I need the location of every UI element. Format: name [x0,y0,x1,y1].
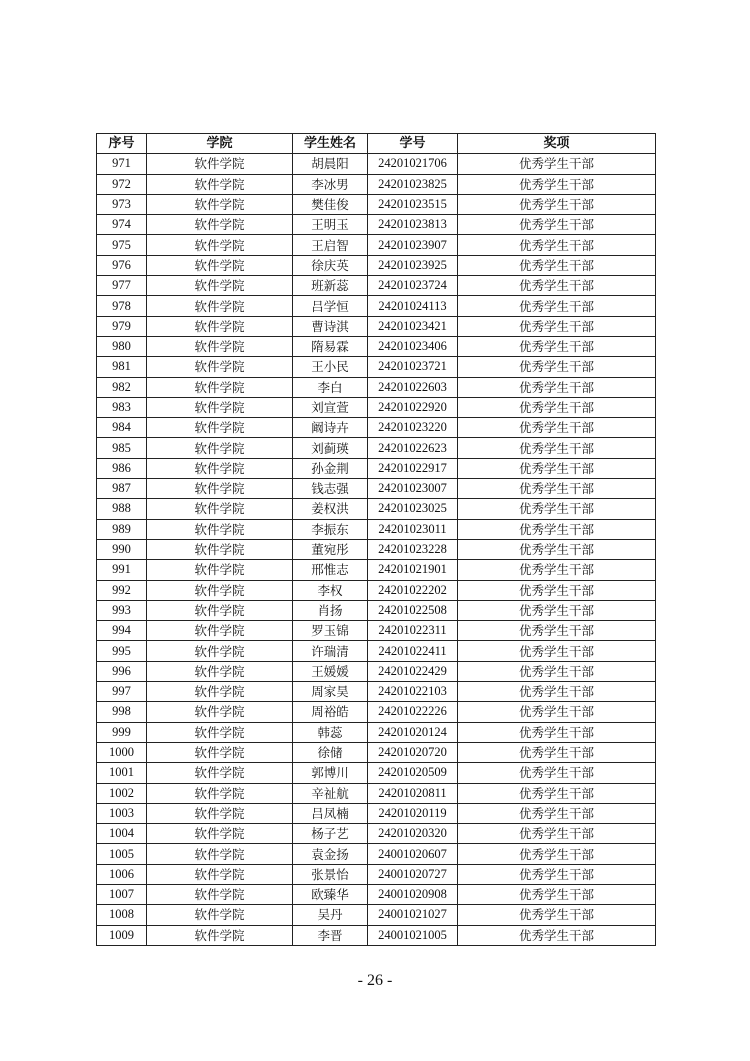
cell-student-id: 24201022311 [368,621,458,641]
cell-student-name: 李冰男 [293,174,368,194]
table-row [97,519,656,539]
cell-serial: 976 [97,255,147,275]
cell-serial: 972 [97,174,147,194]
table-row [97,702,656,722]
cell-award: 优秀学生干部 [458,844,656,864]
cell-award: 优秀学生干部 [458,357,656,377]
cell-college: 软件学院 [147,215,293,235]
cell-serial: 971 [97,154,147,174]
cell-award: 优秀学生干部 [458,296,656,316]
cell-serial: 1000 [97,742,147,762]
cell-college: 软件学院 [147,397,293,417]
cell-award: 优秀学生干部 [458,154,656,174]
cell-serial: 977 [97,276,147,296]
cell-award: 优秀学生干部 [458,905,656,925]
cell-serial: 992 [97,580,147,600]
cell-student-id: 24201023907 [368,235,458,255]
table-row [97,215,656,235]
cell-serial: 983 [97,397,147,417]
cell-award: 优秀学生干部 [458,884,656,904]
cell-award: 优秀学生干部 [458,539,656,559]
cell-serial: 988 [97,499,147,519]
cell-student-name: 姜权洪 [293,499,368,519]
cell-serial: 998 [97,702,147,722]
cell-college: 软件学院 [147,682,293,702]
cell-student-name: 王媛媛 [293,661,368,681]
cell-award: 优秀学生干部 [458,621,656,641]
cell-serial: 989 [97,519,147,539]
cell-serial: 1001 [97,763,147,783]
cell-student-name: 吕学恒 [293,296,368,316]
cell-award: 优秀学生干部 [458,174,656,194]
cell-college: 软件学院 [147,600,293,620]
cell-college: 软件学院 [147,864,293,884]
cell-serial: 1005 [97,844,147,864]
table-body [97,154,656,946]
cell-student-name: 韩蕊 [293,722,368,742]
cell-college: 软件学院 [147,418,293,438]
cell-award: 优秀学生干部 [458,458,656,478]
table-row [97,539,656,559]
table-row [97,925,656,945]
cell-award: 优秀学生干部 [458,580,656,600]
cell-student-name: 吴丹 [293,905,368,925]
cell-student-id: 24201022920 [368,397,458,417]
cell-student-name: 曹诗淇 [293,316,368,336]
table-row [97,824,656,844]
cell-student-name: 周家昊 [293,682,368,702]
table-row [97,864,656,884]
cell-college: 软件学院 [147,174,293,194]
cell-serial: 984 [97,418,147,438]
cell-college: 软件学院 [147,925,293,945]
cell-serial: 1004 [97,824,147,844]
cell-serial: 990 [97,539,147,559]
table-row [97,296,656,316]
cell-student-name: 辛祉航 [293,783,368,803]
table-row [97,499,656,519]
cell-college: 软件学院 [147,560,293,580]
cell-student-id: 24201022411 [368,641,458,661]
cell-student-id: 24201022508 [368,600,458,620]
cell-student-name: 王明玉 [293,215,368,235]
table-row [97,316,656,336]
table-row [97,641,656,661]
cell-college: 软件学院 [147,905,293,925]
cell-college: 软件学院 [147,154,293,174]
cell-award: 优秀学生干部 [458,560,656,580]
cell-student-id: 24201024113 [368,296,458,316]
cell-student-name: 李振东 [293,519,368,539]
table-row [97,479,656,499]
cell-student-id: 24201023825 [368,174,458,194]
table-row [97,763,656,783]
cell-student-id: 24201023228 [368,539,458,559]
cell-serial: 997 [97,682,147,702]
cell-college: 软件学院 [147,316,293,336]
cell-student-name: 李晋 [293,925,368,945]
cell-student-name: 罗玉锦 [293,621,368,641]
cell-college: 软件学院 [147,824,293,844]
cell-student-id: 24201020124 [368,722,458,742]
cell-serial: 999 [97,722,147,742]
cell-serial: 982 [97,377,147,397]
cell-student-name: 邢惟志 [293,560,368,580]
cell-student-id: 24201023007 [368,479,458,499]
cell-award: 优秀学生干部 [458,215,656,235]
cell-student-id: 24201023406 [368,336,458,356]
cell-serial: 981 [97,357,147,377]
cell-student-id: 24201023724 [368,276,458,296]
cell-student-name: 吕凤楠 [293,803,368,823]
header-student-id: 学号 [368,134,458,154]
page-number: - 26 - [357,972,393,989]
cell-student-id: 24201022202 [368,580,458,600]
cell-student-name: 王小民 [293,357,368,377]
cell-college: 软件学院 [147,580,293,600]
cell-student-name: 樊佳俊 [293,194,368,214]
cell-student-name: 孙金荆 [293,458,368,478]
cell-college: 软件学院 [147,499,293,519]
cell-student-id: 24001021005 [368,925,458,945]
cell-student-id: 24201023421 [368,316,458,336]
cell-college: 软件学院 [147,783,293,803]
table-row [97,682,656,702]
cell-college: 软件学院 [147,702,293,722]
header-row [97,134,656,154]
cell-serial: 987 [97,479,147,499]
cell-student-name: 刘蓟瑛 [293,438,368,458]
table-row [97,194,656,214]
cell-student-id: 24201020320 [368,824,458,844]
table-row [97,803,656,823]
table-row [97,580,656,600]
cell-award: 优秀学生干部 [458,661,656,681]
cell-award: 优秀学生干部 [458,499,656,519]
table-row [97,276,656,296]
cell-award: 优秀学生干部 [458,763,656,783]
cell-award: 优秀学生干部 [458,864,656,884]
cell-college: 软件学院 [147,519,293,539]
table-row [97,844,656,864]
table-row [97,884,656,904]
table-row [97,621,656,641]
cell-college: 软件学院 [147,336,293,356]
cell-serial: 978 [97,296,147,316]
cell-serial: 1009 [97,925,147,945]
cell-award: 优秀学生干部 [458,336,656,356]
cell-serial: 1008 [97,905,147,925]
cell-student-id: 24001020727 [368,864,458,884]
cell-college: 软件学院 [147,296,293,316]
cell-student-id: 24201022623 [368,438,458,458]
table-row [97,722,656,742]
cell-student-id: 24201021706 [368,154,458,174]
cell-student-name: 隋易霖 [293,336,368,356]
cell-student-id: 24201020811 [368,783,458,803]
table-row [97,600,656,620]
award-table [96,133,656,946]
table-row [97,377,656,397]
cell-award: 优秀学生干部 [458,783,656,803]
cell-award: 优秀学生干部 [458,803,656,823]
cell-student-id: 24001021027 [368,905,458,925]
table-row [97,458,656,478]
cell-award: 优秀学生干部 [458,479,656,499]
cell-student-name: 王启智 [293,235,368,255]
cell-student-name: 董宛彤 [293,539,368,559]
table-row [97,336,656,356]
table-row [97,742,656,762]
cell-award: 优秀学生干部 [458,702,656,722]
cell-serial: 980 [97,336,147,356]
cell-student-id: 24201022917 [368,458,458,478]
table-row [97,235,656,255]
cell-award: 优秀学生干部 [458,377,656,397]
cell-student-name: 张景怡 [293,864,368,884]
header-award: 奖项 [458,134,656,154]
cell-student-name: 钱志强 [293,479,368,499]
cell-award: 优秀学生干部 [458,682,656,702]
table-row [97,174,656,194]
cell-serial: 991 [97,560,147,580]
cell-college: 软件学院 [147,357,293,377]
cell-college: 软件学院 [147,884,293,904]
cell-award: 优秀学生干部 [458,276,656,296]
cell-serial: 1006 [97,864,147,884]
cell-serial: 994 [97,621,147,641]
cell-student-id: 24201022429 [368,661,458,681]
cell-student-id: 24001020607 [368,844,458,864]
cell-serial: 995 [97,641,147,661]
table-row [97,560,656,580]
header-student-name: 学生姓名 [293,134,368,154]
cell-serial: 985 [97,438,147,458]
cell-college: 软件学院 [147,844,293,864]
cell-college: 软件学院 [147,276,293,296]
cell-student-id: 24201020720 [368,742,458,762]
cell-student-name: 刘宣萱 [293,397,368,417]
cell-student-name: 李权 [293,580,368,600]
cell-student-id: 24201023813 [368,215,458,235]
cell-serial: 996 [97,661,147,681]
cell-college: 软件学院 [147,641,293,661]
cell-college: 软件学院 [147,742,293,762]
cell-college: 软件学院 [147,255,293,275]
cell-student-id: 24201020119 [368,803,458,823]
cell-student-id: 24001020908 [368,884,458,904]
cell-serial: 1003 [97,803,147,823]
cell-student-id: 24201023515 [368,194,458,214]
cell-student-name: 欧臻华 [293,884,368,904]
cell-serial: 993 [97,600,147,620]
table-row [97,783,656,803]
cell-student-name: 徐储 [293,742,368,762]
cell-college: 软件学院 [147,479,293,499]
cell-student-name: 许瑞清 [293,641,368,661]
cell-award: 优秀学生干部 [458,316,656,336]
cell-student-name: 郭博川 [293,763,368,783]
table-row [97,397,656,417]
cell-award: 优秀学生干部 [458,397,656,417]
cell-college: 软件学院 [147,235,293,255]
cell-student-name: 肖扬 [293,600,368,620]
cell-student-id: 24201022226 [368,702,458,722]
table-header [97,134,656,154]
cell-college: 软件学院 [147,539,293,559]
cell-student-id: 24201023220 [368,418,458,438]
table-row [97,905,656,925]
cell-college: 软件学院 [147,194,293,214]
cell-student-id: 24201023025 [368,499,458,519]
cell-student-name: 班新蕊 [293,276,368,296]
cell-college: 软件学院 [147,722,293,742]
cell-award: 优秀学生干部 [458,255,656,275]
table-row [97,255,656,275]
cell-student-name: 徐庆英 [293,255,368,275]
cell-award: 优秀学生干部 [458,824,656,844]
cell-award: 优秀学生干部 [458,600,656,620]
cell-student-name: 杨子艺 [293,824,368,844]
cell-student-id: 24201023925 [368,255,458,275]
cell-award: 优秀学生干部 [458,194,656,214]
cell-award: 优秀学生干部 [458,418,656,438]
cell-college: 软件学院 [147,438,293,458]
cell-serial: 1002 [97,783,147,803]
table-row [97,357,656,377]
cell-college: 软件学院 [147,763,293,783]
cell-college: 软件学院 [147,621,293,641]
cell-student-name: 袁金扬 [293,844,368,864]
cell-college: 软件学院 [147,377,293,397]
header-college: 学院 [147,134,293,154]
cell-serial: 1007 [97,884,147,904]
cell-student-id: 24201022603 [368,377,458,397]
cell-student-id: 24201022103 [368,682,458,702]
cell-student-name: 阚诗卉 [293,418,368,438]
table-row [97,418,656,438]
cell-student-id: 24201023721 [368,357,458,377]
cell-student-name: 李白 [293,377,368,397]
cell-student-id: 24201021901 [368,560,458,580]
cell-award: 优秀学生干部 [458,641,656,661]
table-row [97,438,656,458]
cell-award: 优秀学生干部 [458,235,656,255]
table-row [97,661,656,681]
cell-student-id: 24201020509 [368,763,458,783]
cell-student-name: 周裕皓 [293,702,368,722]
cell-serial: 973 [97,194,147,214]
cell-student-id: 24201023011 [368,519,458,539]
header-serial: 序号 [97,134,147,154]
cell-serial: 986 [97,458,147,478]
cell-serial: 975 [97,235,147,255]
cell-award: 优秀学生干部 [458,519,656,539]
cell-award: 优秀学生干部 [458,722,656,742]
cell-college: 软件学院 [147,803,293,823]
cell-award: 优秀学生干部 [458,925,656,945]
cell-college: 软件学院 [147,458,293,478]
cell-student-name: 胡晨阳 [293,154,368,174]
cell-award: 优秀学生干部 [458,438,656,458]
cell-college: 软件学院 [147,661,293,681]
table-row [97,154,656,174]
cell-award: 优秀学生干部 [458,742,656,762]
cell-serial: 974 [97,215,147,235]
cell-serial: 979 [97,316,147,336]
